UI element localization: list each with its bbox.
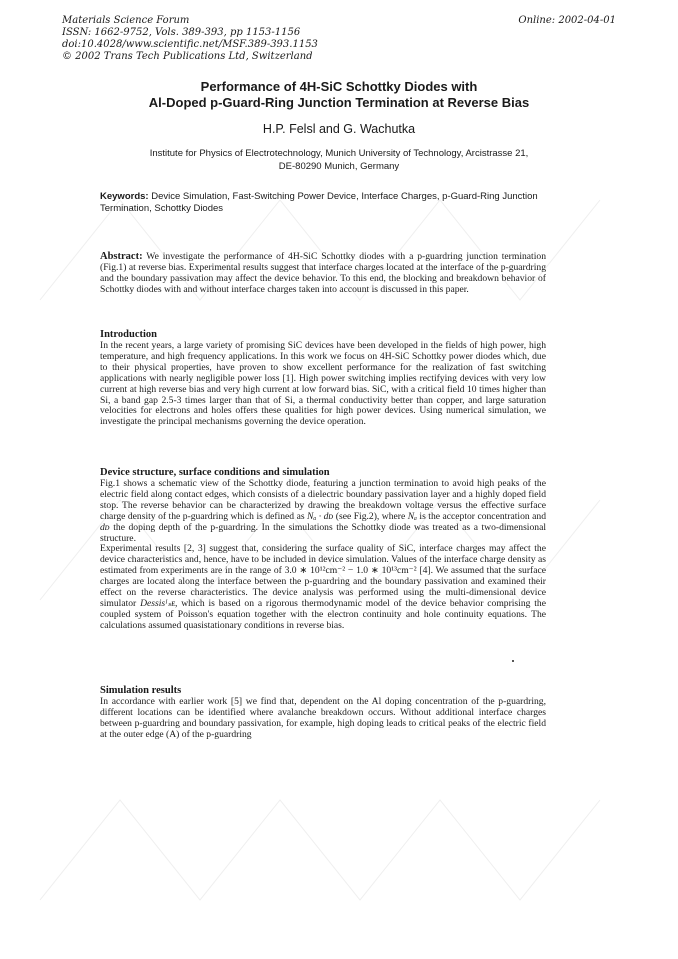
device-paragraph-2 (100, 544, 546, 631)
symbol-dp: dᴅ (100, 521, 110, 533)
symbol-na: Nₐ (407, 510, 417, 522)
keywords-text: Device Simulation, Fast-Switching Power Device, Interface Charges, p-Guard-Ring Junction Termination, Schottky Diodes (100, 191, 538, 214)
device-p1-text-b: (see Fig.2), where (333, 510, 408, 522)
journal-name: Materials Science Forum (62, 15, 190, 26)
results-heading: Simulation results (100, 685, 182, 696)
title-line-1: Performance of 4H-SiC Schottky Diodes with (200, 79, 478, 94)
journal-header (62, 15, 392, 63)
introduction-text: In the recent years, a large variety of promising SiC devices have been developed in the fields of high power, high temperature, and high frequency applications. In this work we focus on 4H-SiC Schottky power diodes which, due to their physical properties, have proven to show excellent performance for the realization of fast switching applications with nearly negligible power loss [1]. High power switching implies rectifying devices with very low current at high reverse bias and very high current at low forward bias. SiC, with a critical field 10 times higher than Si, a band gap 2.5-3 times larger than that of Si, a thermal conductivity better than copper, and large saturation velocities for electrons and holes offers these qualities for high power devices. Using numerical simulation, we investigate the principal mechanisms governing the device operation. (100, 340, 546, 428)
device-paragraph-1 (100, 479, 546, 544)
introduction-section (100, 328, 546, 428)
charge-density-range: 3.0 ∗ 10¹²cm⁻² − 1.0 ∗ 10¹³cm⁻² (284, 565, 417, 577)
abstract-label: Abstract: (100, 251, 143, 262)
device-p1-text-d: the doping depth of the p-guardring. In the simulations the Schottky diode was treated as a two-dimensional structure. (100, 521, 546, 544)
results-section (100, 684, 546, 741)
device-p2-text-a: Experimental results [2, 3] suggest that, considering the surface quality of SiC, interface charges may affect the device characteristics and, hence, have to be included in device simulation. Values of the interface charge density as estimated from experiments are in the range of (100, 543, 546, 577)
copyright-line: © 2002 Trans Tech Publications Ltd, Switzerland (62, 51, 313, 62)
formula-surface-charge: Nₐ · dᴅ (307, 510, 334, 522)
abstract-section (100, 252, 546, 296)
keywords-label: Keywords: (100, 191, 149, 202)
issn-line: ISSN: 1662-9752, Vols. 389-393, pp 1153-1156 (62, 27, 301, 38)
authors: H.P. Felsl and G. Wachutka (262, 122, 416, 136)
keywords (100, 191, 550, 215)
affiliation (62, 147, 616, 173)
device-p1-text-c: is the acceptor concentration and (416, 510, 546, 522)
online-date: Online: 2002-04-01 (518, 15, 616, 26)
title-line-2: Al-Doped p-Guard-Ring Junction Termination at Reverse Bias (148, 95, 530, 110)
device-p1-text-a: Fig.1 shows a schematic view of the Schottky diode, featuring a junction termination to avoid high peaks of the electric field along contact edges, which consists of a dielectric boundary passivation layer and a highly doped field stop. The reverse behavior can be characterized by drawing the breakdown voltage versus the effective surface charge density of the p-guardring which is defined as (100, 478, 546, 522)
device-p2-text-b: [4]. We assumed that the surface charges are located along the interface between the p-guardring and the boundary passivation and examined their effect on the reverse characteristics. The device analysis was performed using the multi-dimensional device simulator (100, 565, 546, 609)
affiliation-line-2: DE-80290 Munich, Germany (278, 161, 400, 172)
simulator-name: Dessisᴵₛᴇ (140, 597, 175, 609)
abstract-text: We investigate the performance of 4H-SiC Schottky diodes with a p-guardring junction termination (Fig.1) at reverse bias. Experimental results suggest that interface charges located at the interface of the p-guardring and the boundary passivation may affect the device behavior. To this end, the blocking and breakdown behavior of Schottky diodes with and without interface charges taken into account is discussed in this paper. (100, 251, 546, 295)
stray-dot (512, 660, 514, 662)
device-p2-text-c: , which is based on a rigorous thermodynamic model of the device behavior comprising the coupled system of Poisson's equation together with the electron continuity and hole continuity equations. The calculations assumed quasistationary conditions in reverse bias. (100, 597, 546, 631)
abstract-paragraph (100, 252, 546, 296)
device-section (100, 466, 546, 632)
paper-title (62, 79, 616, 111)
results-text: In accordance with earlier work [5] we find that, dependent on the Al doping concentration of the p-guardring, different locations can be identified where avalanche breakdown occurs. Without additional interface charges between p-guardring and boundary passivation, for example, high doping leads to critical peaks of the electric field at the outer edge (A) of the p-guardring (100, 696, 546, 740)
introduction-heading: Introduction (100, 329, 157, 340)
device-heading: Device structure, surface conditions and simulation (100, 467, 330, 478)
affiliation-line-1: Institute for Physics of Electrotechnology, Munich University of Technology, Arcistrasse 21, (149, 148, 529, 159)
doi-line: doi:10.4028/www.scientific.net/MSF.389-393.1153 (62, 39, 318, 50)
